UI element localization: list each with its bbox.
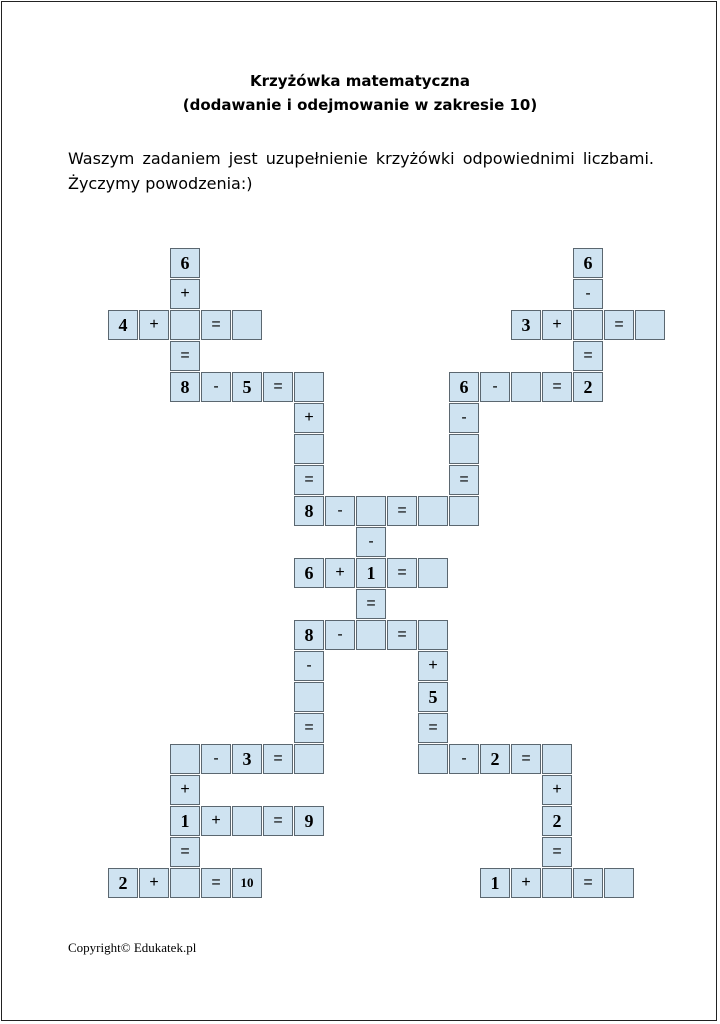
answer-cell[interactable]: [170, 744, 200, 774]
number-cell: 4: [108, 310, 138, 340]
equals-cell: =: [573, 868, 603, 898]
number-cell: 1: [480, 868, 510, 898]
answer-cell[interactable]: [418, 558, 448, 588]
number-cell: 9: [294, 806, 324, 836]
page-subtitle: (dodawanie i odejmowanie w zakresie 10): [182, 96, 538, 114]
equals-cell: =: [263, 744, 293, 774]
equals-cell: =: [356, 589, 386, 619]
answer-cell[interactable]: [635, 310, 665, 340]
number-cell: 6: [170, 248, 200, 278]
plus-cell: +: [325, 558, 355, 588]
number-cell: 10: [232, 868, 262, 898]
answer-cell[interactable]: [418, 620, 448, 650]
answer-cell[interactable]: [294, 372, 324, 402]
instructions-text: Waszym zadaniem jest uzupełnienie krzyżówki odpowiednimi liczbami. Życzymy powodzenia:): [68, 149, 654, 193]
answer-cell[interactable]: [604, 868, 634, 898]
plus-cell: +: [294, 403, 324, 433]
equals-cell: =: [387, 620, 417, 650]
answer-cell[interactable]: [511, 372, 541, 402]
number-cell: 2: [108, 868, 138, 898]
equals-cell: =: [418, 713, 448, 743]
number-cell: 2: [480, 744, 510, 774]
equals-cell: =: [542, 372, 572, 402]
minus-cell: -: [356, 527, 386, 557]
plus-cell: +: [542, 310, 572, 340]
answer-cell[interactable]: [170, 868, 200, 898]
answer-cell[interactable]: [232, 310, 262, 340]
number-cell: 3: [511, 310, 541, 340]
number-cell: 1: [356, 558, 386, 588]
equals-cell: =: [263, 372, 293, 402]
answer-cell[interactable]: [542, 868, 572, 898]
equals-cell: =: [201, 868, 231, 898]
answer-cell[interactable]: [418, 496, 448, 526]
number-cell: 8: [294, 620, 324, 650]
answer-cell[interactable]: [294, 434, 324, 464]
answer-cell[interactable]: [232, 806, 262, 836]
equals-cell: =: [387, 558, 417, 588]
minus-cell: -: [449, 744, 479, 774]
minus-cell: -: [480, 372, 510, 402]
equals-cell: =: [604, 310, 634, 340]
number-cell: 6: [449, 372, 479, 402]
equals-cell: =: [573, 341, 603, 371]
equals-cell: =: [170, 837, 200, 867]
equals-cell: =: [201, 310, 231, 340]
minus-cell: -: [573, 279, 603, 309]
plus-cell: +: [170, 279, 200, 309]
copyright-text: Copyright© Edukatek.pl: [68, 940, 197, 955]
equals-cell: =: [294, 465, 324, 495]
minus-cell: -: [294, 651, 324, 681]
number-cell: 1: [170, 806, 200, 836]
number-cell: 8: [294, 496, 324, 526]
number-cell: 5: [418, 682, 448, 712]
minus-cell: -: [325, 496, 355, 526]
number-cell: 3: [232, 744, 262, 774]
answer-cell[interactable]: [542, 744, 572, 774]
number-cell: 5: [232, 372, 262, 402]
plus-cell: +: [139, 868, 169, 898]
answer-cell[interactable]: [170, 310, 200, 340]
page-title: Krzyżówka matematyczna: [250, 72, 470, 90]
answer-cell[interactable]: [294, 682, 324, 712]
answer-cell[interactable]: [294, 744, 324, 774]
answer-cell[interactable]: [356, 496, 386, 526]
number-cell: 2: [542, 806, 572, 836]
minus-cell: -: [201, 372, 231, 402]
equals-cell: =: [294, 713, 324, 743]
number-cell: 6: [294, 558, 324, 588]
equals-cell: =: [263, 806, 293, 836]
plus-cell: +: [511, 868, 541, 898]
equals-cell: =: [170, 341, 200, 371]
minus-cell: -: [201, 744, 231, 774]
minus-cell: -: [449, 403, 479, 433]
answer-cell[interactable]: [356, 620, 386, 650]
plus-cell: +: [418, 651, 448, 681]
equals-cell: =: [387, 496, 417, 526]
equals-cell: =: [542, 837, 572, 867]
plus-cell: +: [542, 775, 572, 805]
number-cell: 2: [573, 372, 603, 402]
answer-cell[interactable]: [573, 310, 603, 340]
equals-cell: =: [449, 465, 479, 495]
plus-cell: +: [170, 775, 200, 805]
minus-cell: -: [325, 620, 355, 650]
answer-cell[interactable]: [449, 496, 479, 526]
equals-cell: =: [511, 744, 541, 774]
number-cell: 6: [573, 248, 603, 278]
answer-cell[interactable]: [418, 744, 448, 774]
plus-cell: +: [139, 310, 169, 340]
plus-cell: +: [201, 806, 231, 836]
answer-cell[interactable]: [449, 434, 479, 464]
number-cell: 8: [170, 372, 200, 402]
